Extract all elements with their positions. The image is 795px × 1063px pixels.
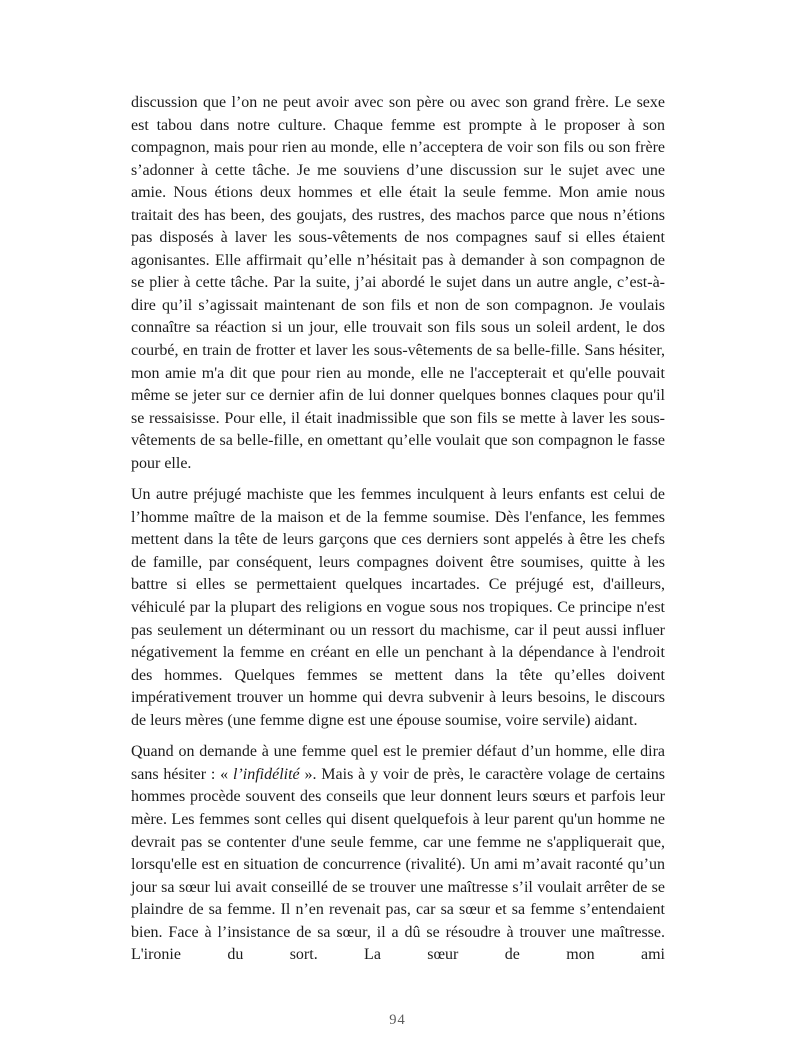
paragraph-2: Un autre préjugé machiste que les femmes inculquent à leurs enfants est celui de l’homme maître de la maison et de la femme soumise. Dès l'enfance, les femmes mettent dans la tête de leurs garçons que ces derniers sont appelés à être les chefs de famille, par conséquent, leurs compagnes doivent être soumises, quitte à les battre si elles se permettaient quelques incartades. Ce préjugé est, d'ailleurs, véhiculé par la plupart des religions en vogue sous nos tropiques. Ce principe n'est pas seulement un déterminant ou un ressort du machisme, car il peut aussi influer négativement la femme en créant en elle un penchant à la dépendance à l'endroit des hommes. Quelques femmes se mettent dans la tête qu’elles doivent impérativement trouver un homme qui devra subvenir à leurs besoins, le discours de leurs mères (une femme digne est une épouse soumise, voire servile) aidant.: [131, 486, 665, 729]
paragraph-3-text-before: Quand on demande à une femme quel est le premier défaut d’un homme, elle dira sans hésiter : «: [131, 743, 665, 783]
paragraph-1: discussion que l’on ne peut avoir avec son père ou avec son grand frère. Le sexe est tabou dans notre culture. Chaque femme est prompte à le proposer à son compagnon, mais pour rien au monde, elle n’acceptera de voir son fils ou son frère s’adonner à cette tâche. Je me souviens d’une discussion sur le sujet avec une amie. Nous étions deux hommes et elle était la seule femme. Mon amie nous traitait des has been, des goujats, des rustres, des machos parce que nous n’étions pas disposés à laver les sous-vêtements de nos compagnes sauf si elles étaient agonisantes. Elle affirmait qu’elle n’hésitait pas à demander à son compagnon de se plier à cette tâche. Par la suite, j’ai abordé le sujet dans un autre angle, c’est-à-dire qu’il s’agissait maintenant de son fils et non de son compagnon. Je voulais connaître sa réaction si un jour, elle trouvait son fils sous un soleil ardent, le dos courbé, en train de frotter et laver les sous-vêtements de sa belle-fille. Sans hésiter, mon amie m'a dit que pour rien au monde, elle ne l'accepterait et qu'elle pouvait même se jeter sur ce dernier afin de lui donner quelques bonnes claques pour qu'il se ressaisisse. Pour elle, il était inadmissible que son fils se mette à laver les sous-vêtements de sa belle-fille, en omettant qu’elle voulait que son compagnon le fasse pour elle.: [131, 94, 665, 472]
page-text-block: [131, 92, 665, 976]
paragraph-3-text-after: ». Mais à y voir de près, le caractère volage de certains hommes procède souvent des conseils que leur donnent leurs sœurs et parfois leur mère. Les femmes sont celles qui disent quelquefois à leur parent qu'un homme ne devrait pas se contenter d'une seule femme, car une femme ne s'appliquerait que, lorsqu'elle est en situation de concurrence (rivalité). Un ami m’avait raconté qu’un jour sa sœur lui avait conseillé de se trouver une maîtresse s’il voulait arrêter de se plaindre de sa femme. Il n’en revenait pas, car sa sœur et sa femme s’entendaient bien. Face à l’insistance de sa sœur, il a dû se résoudre à trouver une maîtresse. L'ironie du sort. La sœur de mon ami: [131, 765, 666, 964]
page-number: 94: [389, 1012, 406, 1028]
paragraph-3: [131, 741, 665, 966]
paragraph-3-italic-phrase: l’infidélité: [232, 765, 300, 783]
